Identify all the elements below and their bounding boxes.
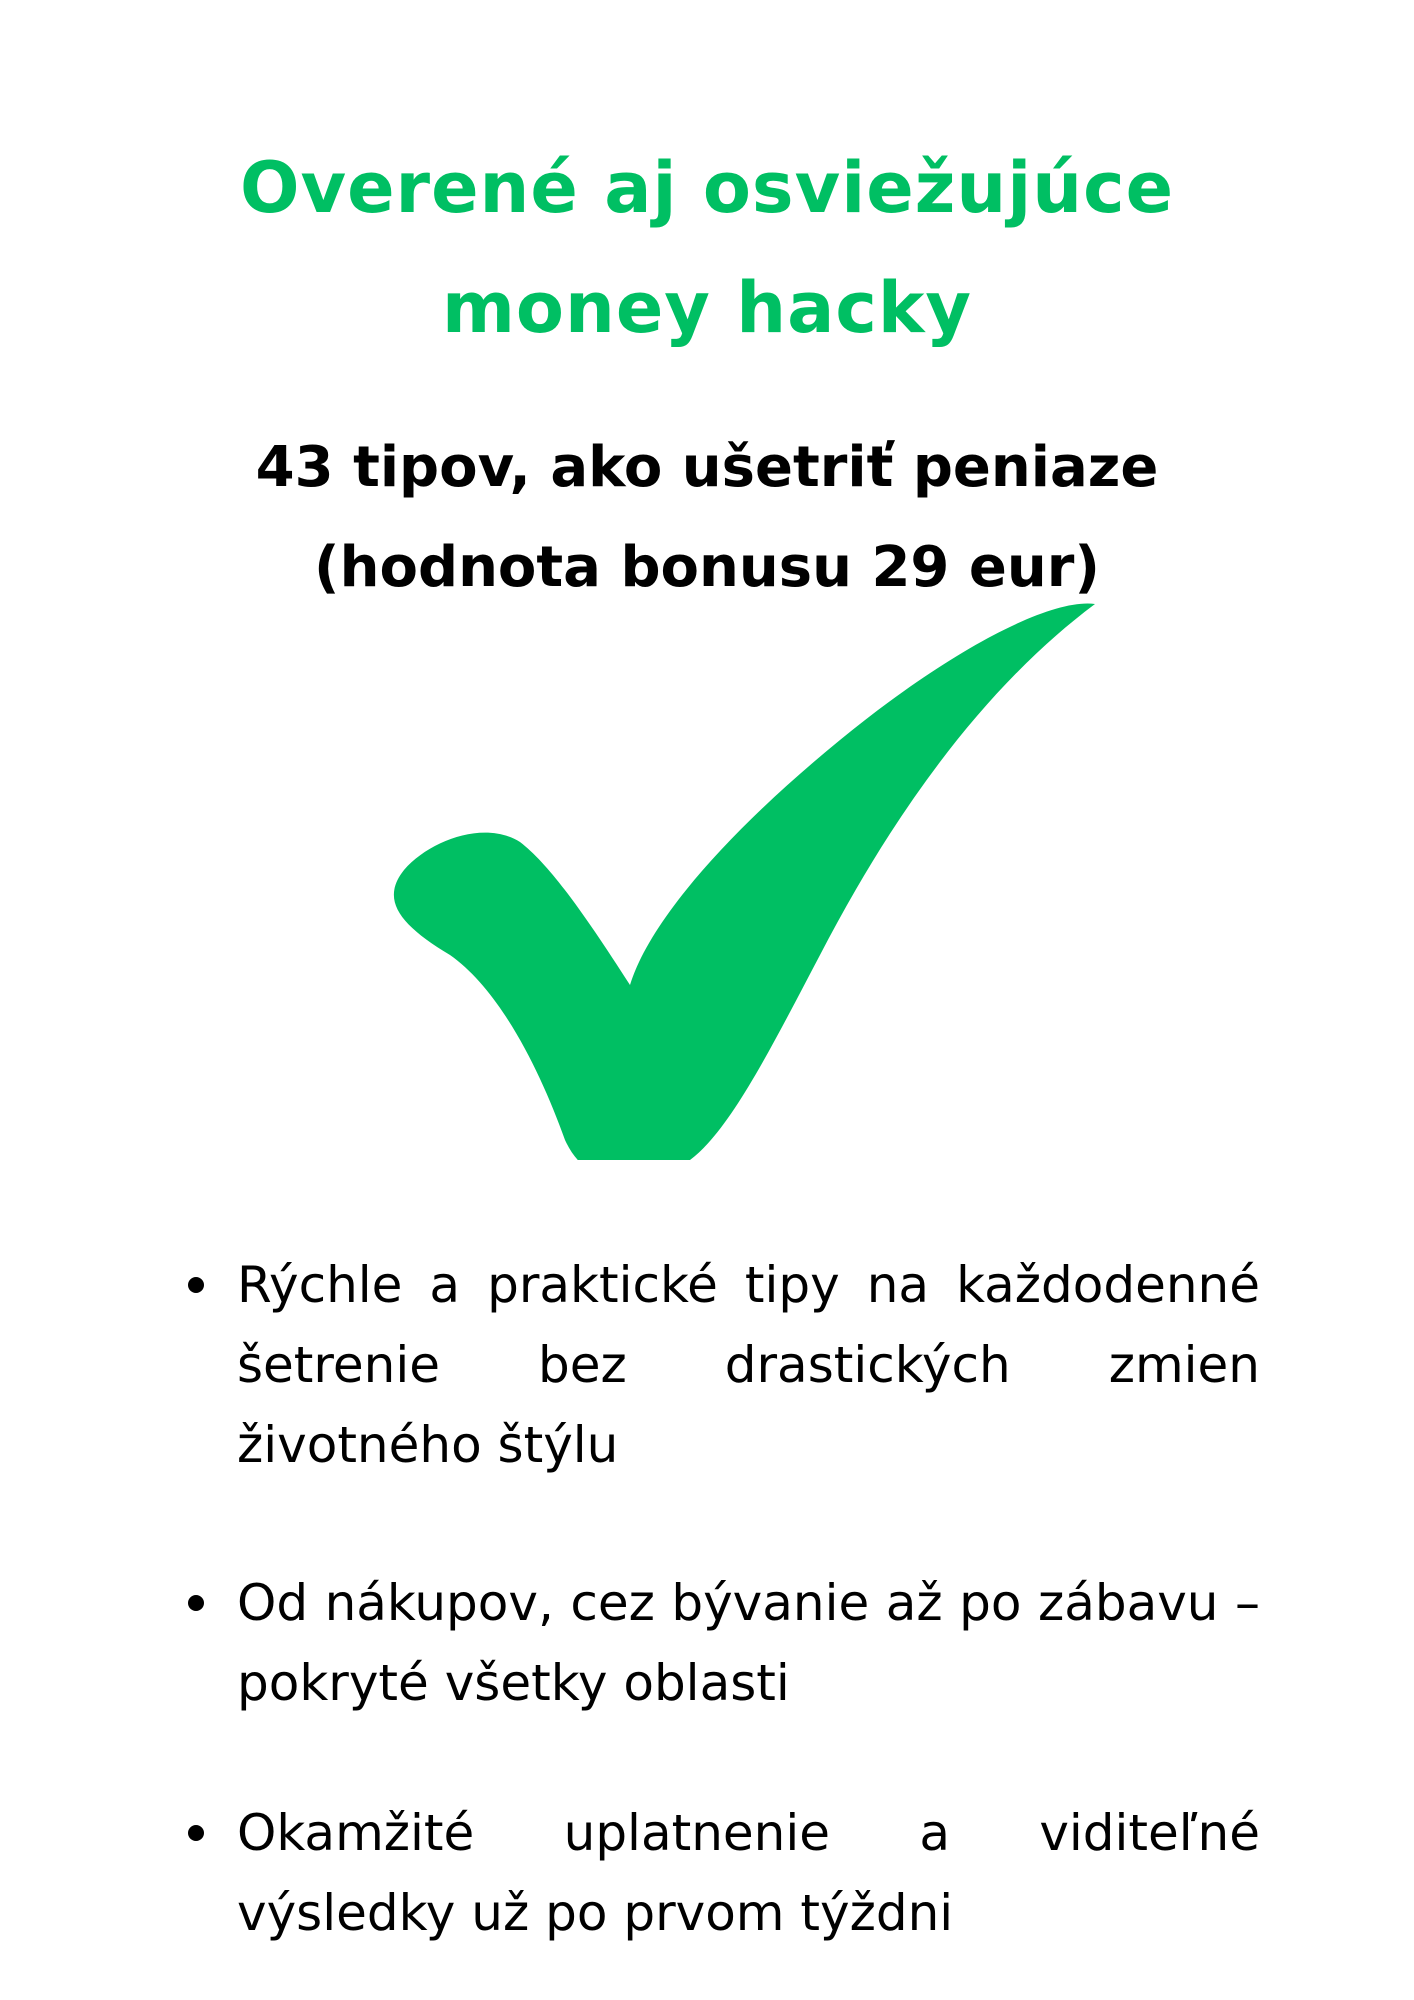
bullet-dot-icon	[188, 1595, 204, 1611]
list-item: Rýchle a praktické tipy na každodenné šetrenie bez drastických zmien životného štýlu	[237, 1256, 1260, 1474]
list-item: Okamžité uplatnenie a viditeľné výsledky už po prvom týždni	[237, 1804, 1260, 1942]
bullet-dot-icon	[188, 1277, 204, 1293]
page-title	[0, 128, 1414, 368]
checkmark-icon	[380, 590, 1100, 1160]
checkmark-shape	[394, 604, 1095, 1160]
page-subtitle	[0, 418, 1414, 618]
bullet-dot-icon	[188, 1825, 204, 1841]
page-title-line-2: money hacky	[441, 267, 973, 349]
list-item: Od nákupov, cez bývanie až po zábavu – pokryté všetky oblasti	[237, 1574, 1260, 1712]
page-subtitle-line-1: 43 tipov, ako ušetriť peniaze	[255, 435, 1159, 500]
page-title-line-1: Overené aj osviežujúce	[239, 147, 1175, 229]
page-subtitle-line-2: (hodnota bonusu 29 eur)	[314, 535, 1100, 600]
